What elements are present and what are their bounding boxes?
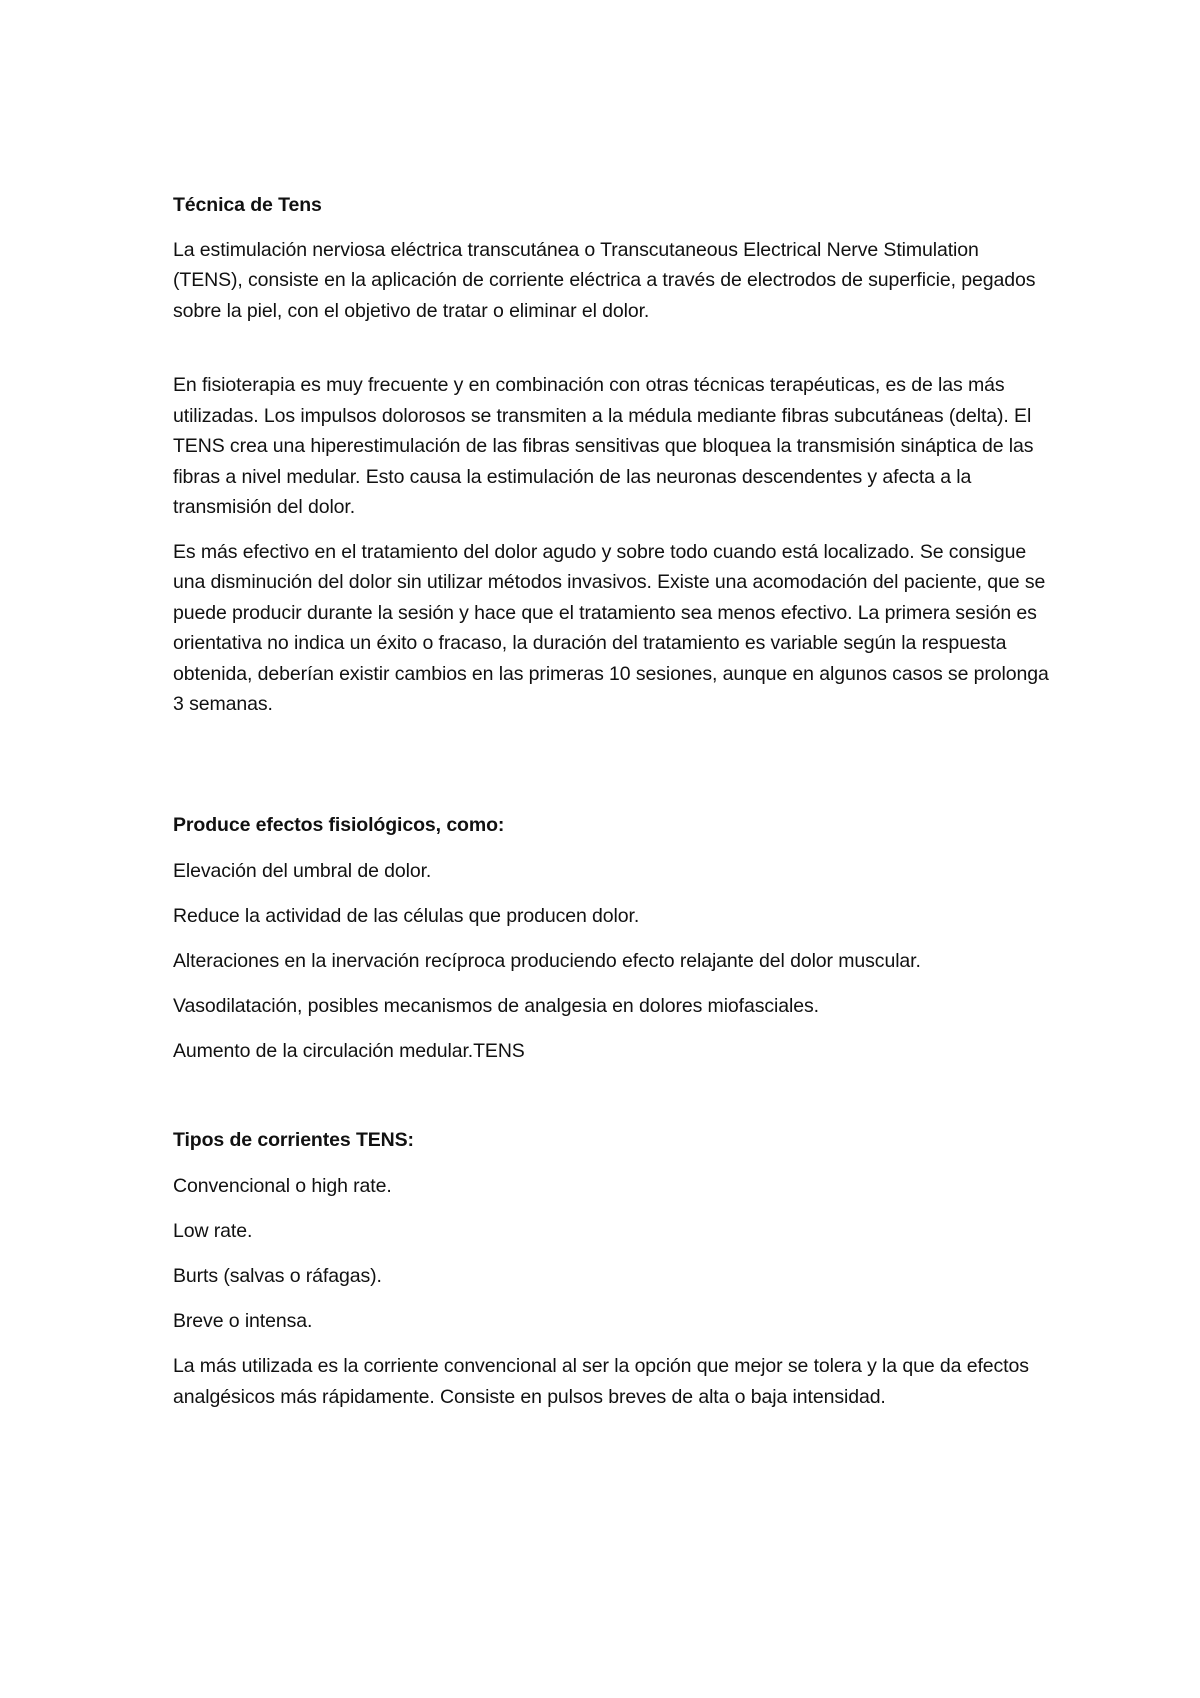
type-item: Convencional o high rate.	[173, 1175, 392, 1197]
effect-item: Aumento de la circulación medular.TENS	[173, 1040, 525, 1062]
document-page	[173, 190, 1053, 1426]
document-title: Técnica de Tens	[173, 194, 322, 216]
intro-paragraph: La estimulación nerviosa eléctrica transcutánea o Transcutaneous Electrical Nerve Stimulation (TENS), consiste en la aplicación de corriente eléctrica a través de electrodos de superficie, pegados sobre la piel, con el objetivo de tratar o eliminar el dolor.	[173, 238, 1036, 322]
type-item: Breve o intensa.	[173, 1310, 313, 1332]
effects-heading: Produce efectos fisiológicos, como:	[173, 813, 505, 836]
effect-item: Alteraciones en la inervación recíproca produciendo efecto relajante del dolor muscular.	[173, 950, 921, 972]
types-closing-paragraph: La más utilizada es la corriente convencional al ser la opción que mejor se tolera y la que da efectos analgésicos más rápidamente. Consiste en pulsos breves de alta o baja intensidad.	[173, 1355, 1029, 1408]
effectiveness-paragraph: Es más efectivo en el tratamiento del dolor agudo y sobre todo cuando está localizado. Se consigue una disminución del dolor sin utilizar métodos invasivos. Existe una acomodación del paciente, que se puede producir durante la sesión y hace que el tratamiento sea menos efectivo. La primera sesión es orientativa no indica un éxito o fracaso, la duración del tratamiento es variable según la respuesta obtenida, deberían existir cambios en las primeras 10 sesiones, aunque en algunos casos se prolonga 3 semanas.	[173, 540, 1049, 715]
effect-item: Elevación del umbral de dolor.	[173, 860, 432, 882]
physiotherapy-paragraph: En fisioterapia es muy frecuente y en combinación con otras técnicas terapéuticas, es de las más utilizadas. Los impulsos dolorosos se transmiten a la médula mediante fibras subcutáneas (delta). El TENS crea una hiperestimulación de las fibras sensitivas que bloquea la transmisión sináptica de las fibras a nivel medular. Esto causa la estimulación de las neuronas descendentes y afecta a la transmisión del dolor.	[173, 374, 1034, 518]
type-item: Low rate.	[173, 1220, 253, 1242]
effect-item: Reduce la actividad de las células que producen dolor.	[173, 905, 640, 927]
effect-item: Vasodilatación, posibles mecanismos de analgesia en dolores miofasciales.	[173, 995, 819, 1017]
type-item: Burts (salvas o ráfagas).	[173, 1265, 382, 1287]
types-heading: Tipos de corrientes TENS:	[173, 1128, 414, 1151]
